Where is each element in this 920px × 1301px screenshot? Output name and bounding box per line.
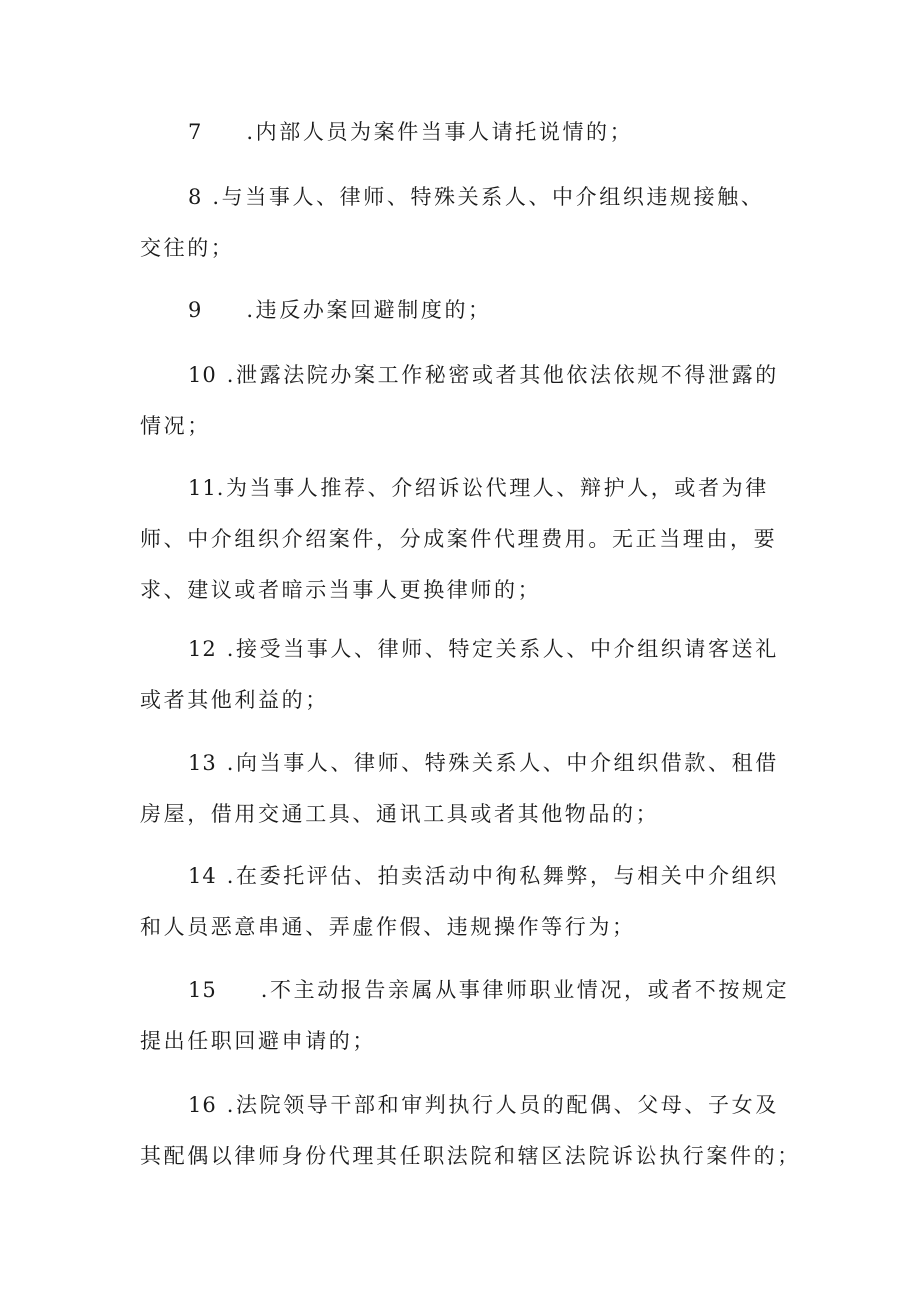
item-number: 9 (188, 298, 203, 322)
list-item-7 (140, 107, 790, 158)
item-number: 11 (188, 476, 217, 500)
item-line (140, 965, 790, 1016)
item-line (140, 738, 790, 789)
item-line: 和人员恶意串通、弄虚作假、违规操作等行为； (140, 915, 636, 939)
item-line: 求、建议或者暗示当事人更换律师的； (140, 578, 542, 602)
item-text: .与当事人、律师、特殊关系人、中介组织违规接触、 (212, 185, 765, 209)
item-text: .不主动报告亲属从事律师职业情况，或者不按规定 (260, 978, 790, 1002)
item-line: 情况； (140, 414, 211, 438)
item-number: 8 (188, 185, 203, 209)
item-text: .为当事人推荐、介绍诉讼代理人、辩护人，或者为律 (216, 476, 769, 500)
list-item-14 (140, 851, 790, 953)
item-text: .接受当事人、律师、特定关系人、中介组织请客送礼 (226, 637, 779, 661)
item-line (140, 463, 790, 514)
item-text: .内部人员为案件当事人请托说情的； (246, 120, 634, 144)
item-line: 或者其他利益的； (140, 688, 329, 712)
list-item-16 (140, 1080, 801, 1182)
list-item-10 (140, 350, 790, 452)
item-line: 房屋，借用交通工具、通讯工具或者其他物品的； (140, 802, 660, 826)
item-line (140, 624, 790, 675)
item-number: 12 (188, 637, 217, 661)
item-number: 10 (188, 363, 217, 387)
item-text: .违反办案回避制度的； (246, 298, 492, 322)
list-item-12 (140, 624, 790, 726)
item-line: 交往的； (140, 236, 235, 260)
item-number: 14 (188, 864, 217, 888)
list-item-11 (140, 463, 790, 616)
item-line: 提出任职回避申请的； (140, 1029, 376, 1053)
item-text: .向当事人、律师、特殊关系人、中介组织借款、租借 (226, 751, 779, 775)
list-item-9 (140, 285, 790, 336)
list-item-15 (140, 965, 790, 1067)
item-number: 13 (188, 751, 217, 775)
item-line (140, 350, 790, 401)
item-number: 16 (188, 1093, 217, 1117)
item-line: 师、中介组织介绍案件，分成案件代理费用。无正当理由，要 (140, 527, 778, 551)
item-line (140, 1080, 790, 1131)
list-item-13 (140, 738, 790, 840)
item-text: .法院领导干部和审判执行人员的配偶、父母、子女及 (226, 1093, 779, 1117)
item-line: 其配偶以律师身份代理其任职法院和辖区法院诉讼执行案件的； (140, 1144, 801, 1168)
item-text: .泄露法院办案工作秘密或者其他依法依规不得泄露的 (226, 363, 779, 387)
item-line (140, 851, 790, 902)
list-item-8 (140, 172, 790, 274)
item-number: 7 (188, 120, 203, 144)
item-line (140, 107, 790, 158)
item-line (140, 285, 790, 336)
item-line (140, 172, 790, 223)
item-number: 15 (188, 978, 217, 1002)
item-text: .在委托评估、拍卖活动中徇私舞弊，与相关中介组织 (226, 864, 779, 888)
